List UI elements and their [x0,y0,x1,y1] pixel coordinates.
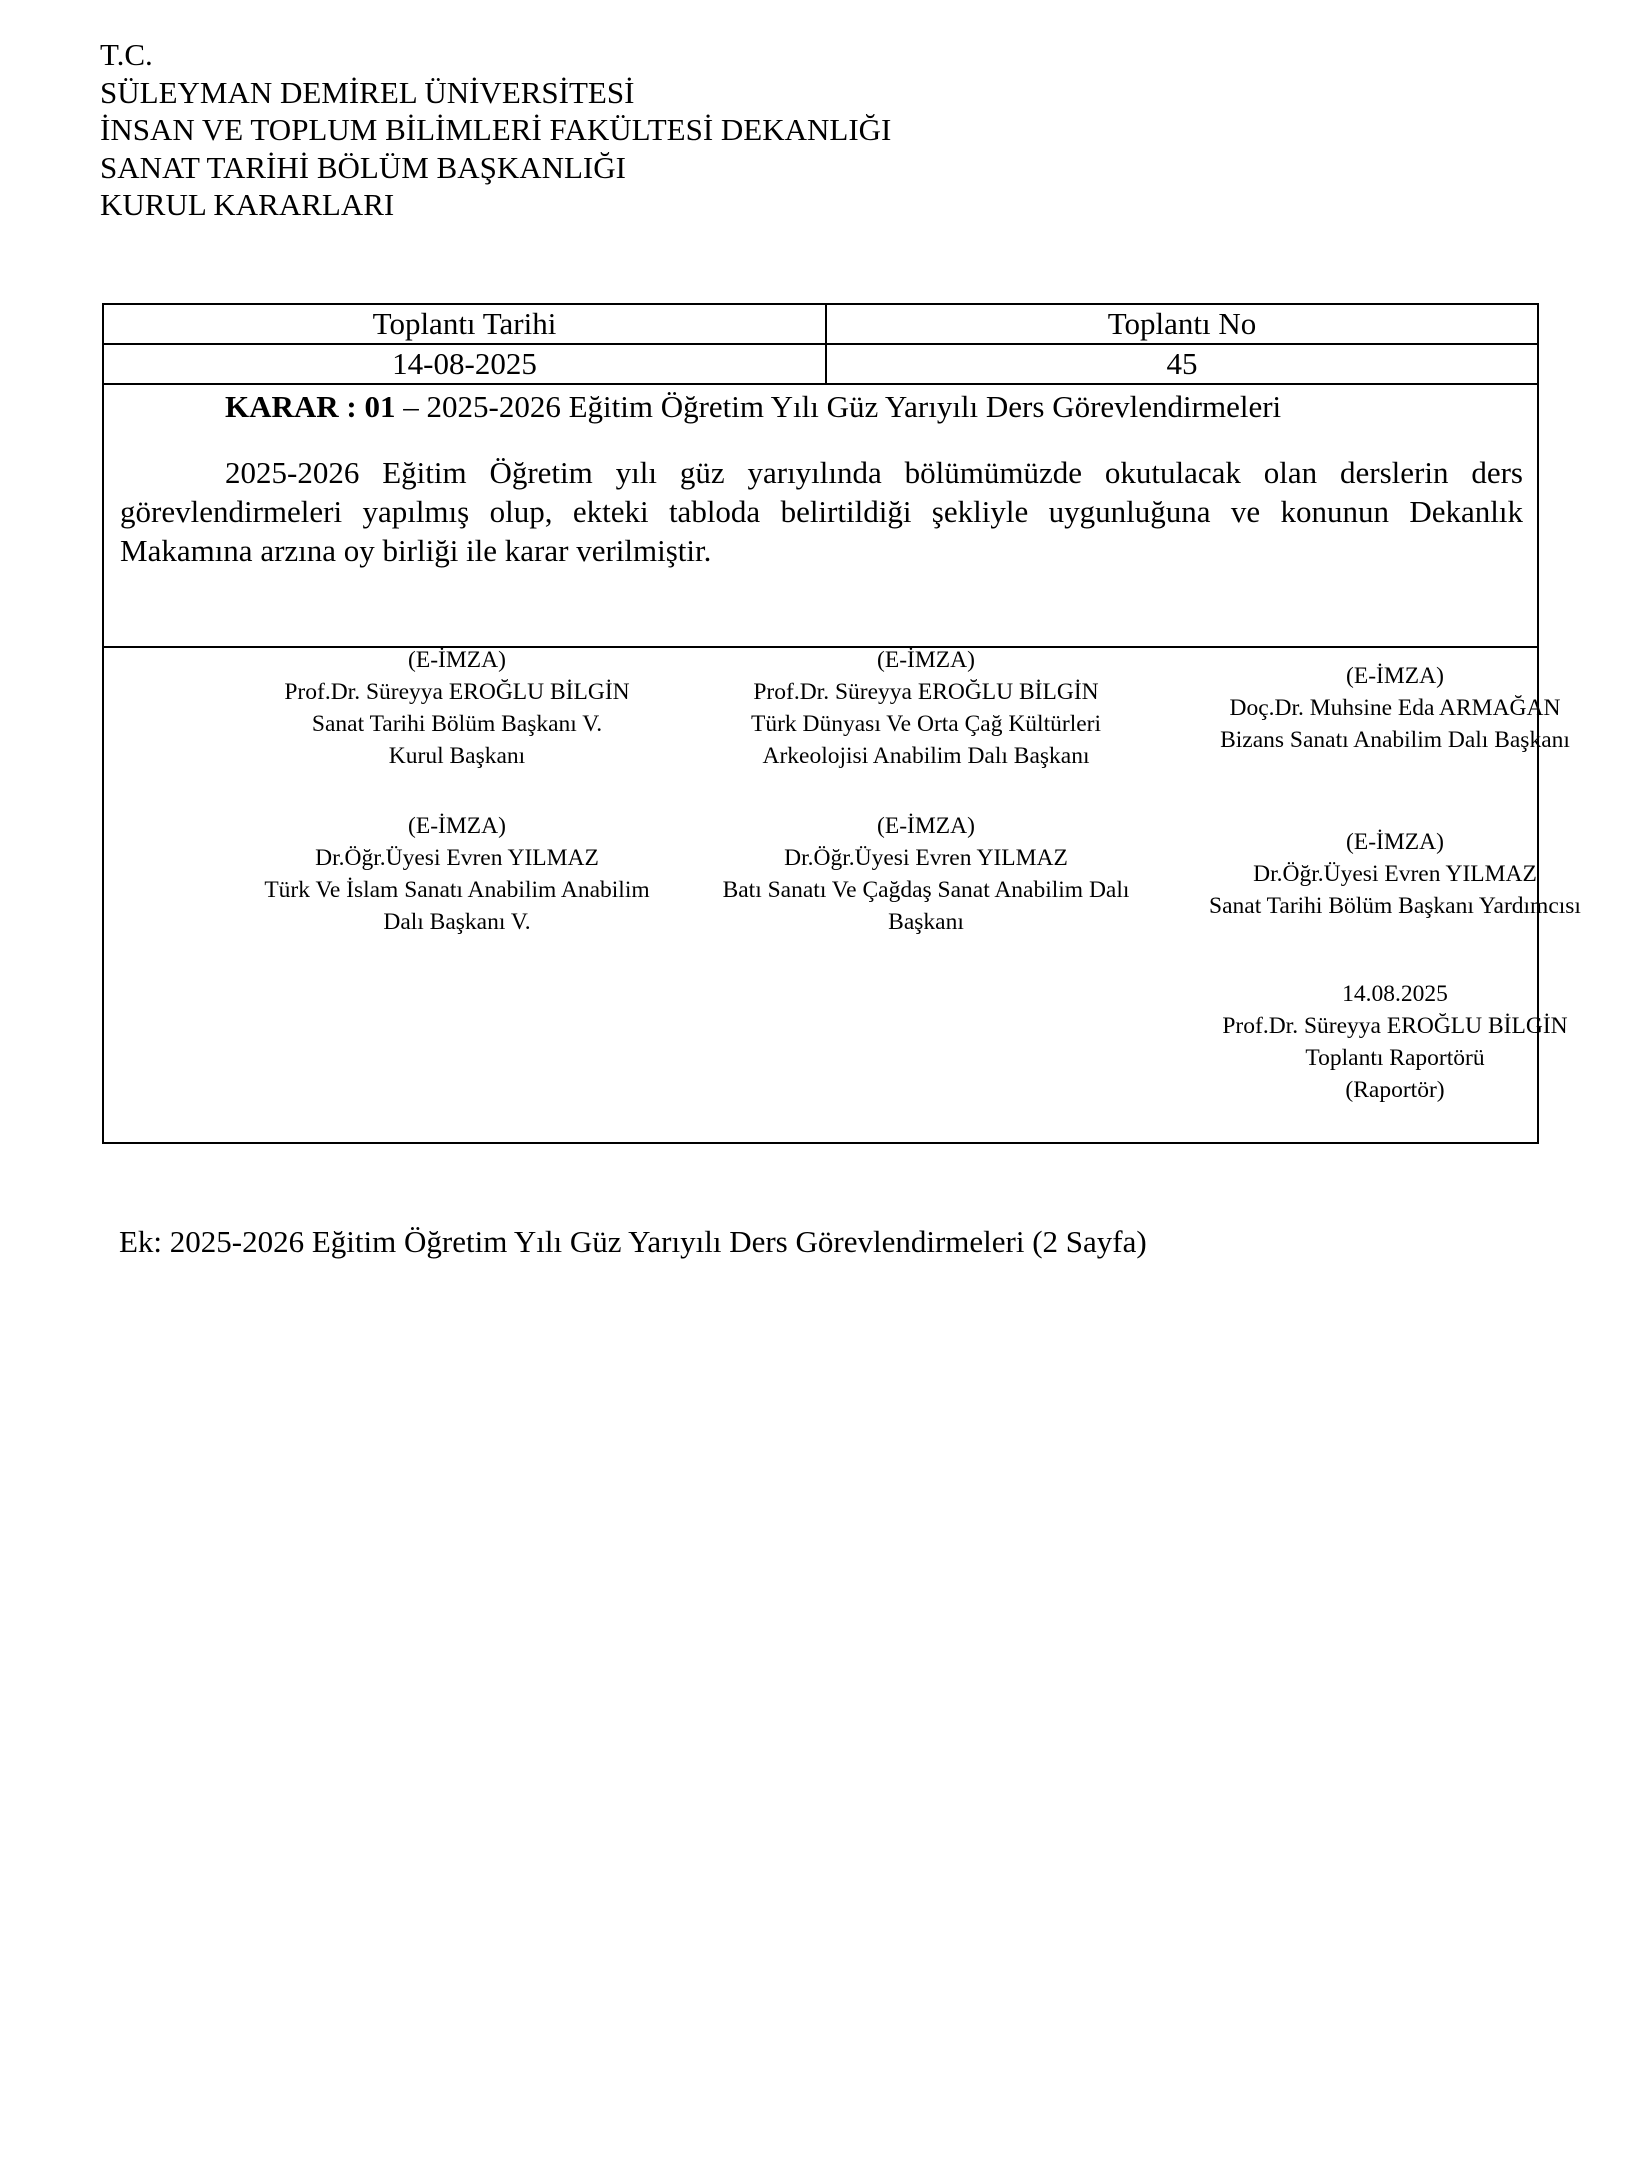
signature-name: Doç.Dr. Muhsine Eda ARMAĞAN [1229,695,1561,721]
signature-role: Başkanı [888,909,964,935]
signature-block [227,810,687,938]
header-line-faculty: İNSAN VE TOPLUM BİLİMLERİ FAKÜLTESİ DEKANLIĞI [100,112,892,147]
signature-status: (E-İMZA) [877,813,975,839]
signature-role: Türk Dünyası Ve Orta Çağ Kültürleri [750,711,1102,737]
rapporteur-note: (Raportör) [1345,1077,1445,1103]
signature-role: Kurul Başkanı [388,743,526,769]
signature-name: Prof.Dr. Süreyya EROĞLU BİLGİN [753,679,1099,705]
signature-status: (E-İMZA) [408,647,506,673]
signature-role: Sanat Tarihi Bölüm Başkanı Yardımcısı [1209,893,1581,919]
rapporteur-name: Prof.Dr. Süreyya EROĞLU BİLGİN [1222,1013,1568,1039]
rapporteur-block [1165,978,1625,1106]
decision-label: KARAR : 01 [225,389,396,424]
meeting-no-label: Toplantı No [1107,306,1257,341]
signature-name: Dr.Öğr.Üyesi Evren YILMAZ [1253,861,1537,887]
signature-block [1165,660,1625,756]
signature-role: Dalı Başkanı V. [383,909,531,935]
signature-role: Sanat Tarihi Bölüm Başkanı V. [311,711,603,737]
meeting-date-value: 14-08-2025 [104,345,827,383]
decision-title [225,389,1281,425]
rapporteur-date: 14.08.2025 [1342,981,1448,1007]
signature-name: Prof.Dr. Süreyya EROĞLU BİLGİN [284,679,630,705]
header-line-department: SANAT TARİHİ BÖLÜM BAŞKANLIĞI [100,149,626,185]
signature-role: Batı Sanatı Ve Çağdaş Sanat Anabilim Dalı [722,877,1130,903]
signature-status: (E-İMZA) [877,647,975,673]
document-header [100,36,891,224]
meeting-date-label: Toplantı Tarihi [104,305,827,343]
signature-role: Arkeolojisi Anabilim Dalı Başkanı [762,743,1090,769]
meeting-header-row [104,305,1537,345]
signature-role: Bizans Sanatı Anabilim Dalı Başkanı [1220,727,1570,753]
decision-body: 2025-2026 Eğitim Öğretim yılı güz yarıyılında bölümümüzde okutulacak olan derslerin ders görevlendirmeleri yapılmış olup, ekteki tabloda belirtildiği şekliyle uygunluğuna ve konunun Dekanlık Makamına arzına oy birliği ile karar verilmiştir. [120,455,1523,568]
signature-status: (E-İMZA) [1346,829,1444,855]
rapporteur-role: Toplantı Raportörü [1305,1045,1485,1071]
signature-name: Dr.Öğr.Üyesi Evren YILMAZ [784,845,1068,871]
signature-name: Dr.Öğr.Üyesi Evren YILMAZ [315,845,599,871]
decision-subject: – 2025-2026 Eğitim Öğretim Yılı Güz Yarıyılı Ders Görevlendirmeleri [395,389,1282,424]
decision-section [104,385,1537,648]
header-line-board-decisions: KURUL KARARLARI [100,187,395,222]
attachment-note: Ek: 2025-2026 Eğitim Öğretim Yılı Güz Yarıyılı Ders Görevlendirmeleri (2 Sayfa) [119,1224,1147,1259]
meeting-values-row [104,345,1537,385]
signature-role: Türk Ve İslam Sanatı Anabilim Anabilim [264,877,650,903]
meeting-no-value: 45 [1166,346,1198,381]
header-line-university: SÜLEYMAN DEMİREL ÜNİVERSİTESİ [100,74,635,110]
signature-block [696,810,1156,938]
decision-table [102,303,1581,1144]
signature-block [696,644,1156,772]
signature-block [227,644,687,772]
signature-status: (E-İMZA) [408,813,506,839]
signature-status: (E-İMZA) [1346,663,1444,689]
signature-block [1165,826,1625,922]
header-line-tc: T.C. [100,37,153,72]
